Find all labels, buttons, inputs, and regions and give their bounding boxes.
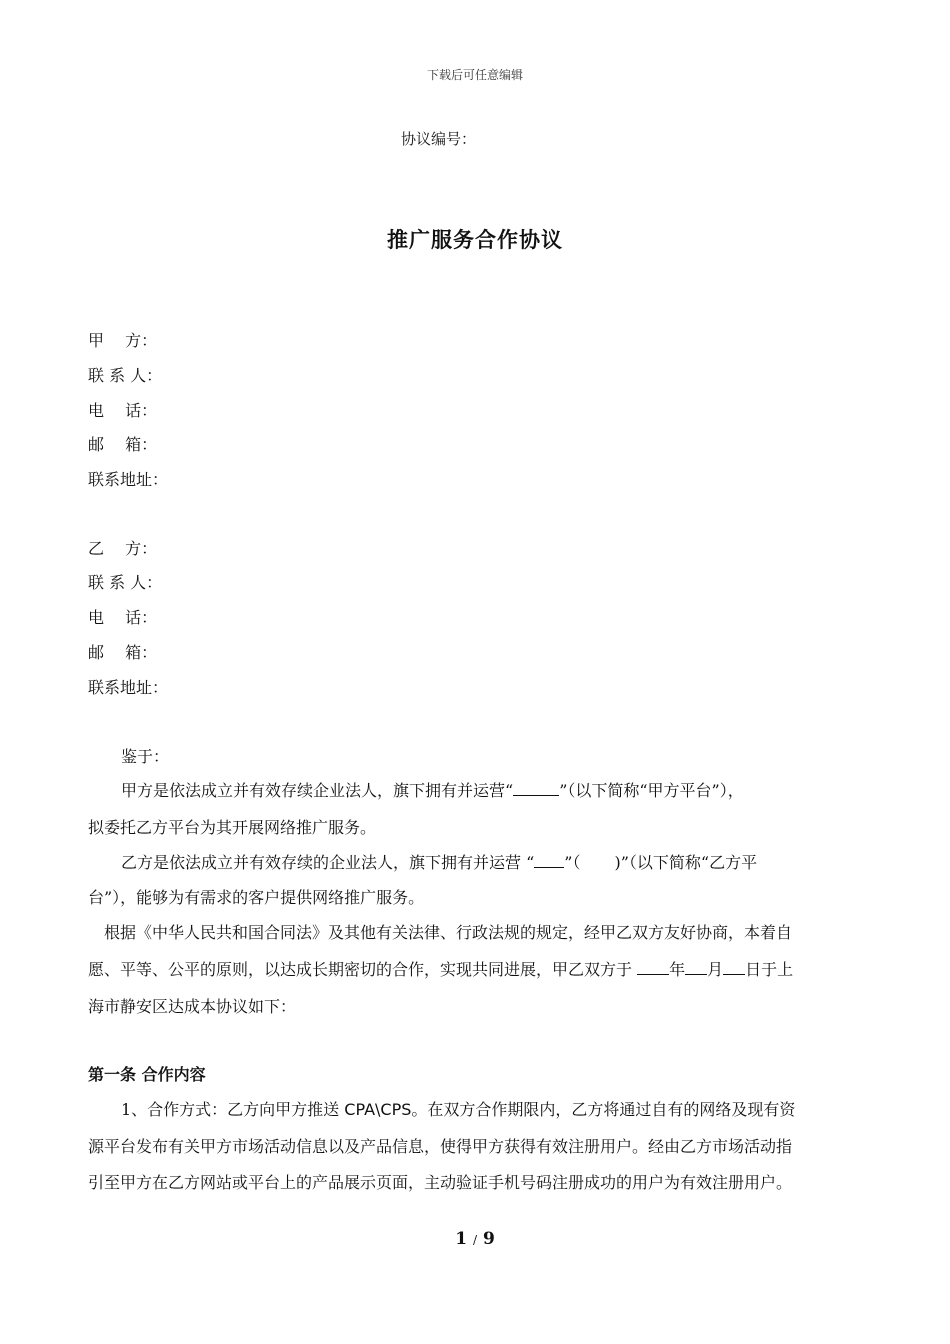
whereas-p2-line1	[121, 850, 757, 873]
article1-line1-b: 。在双方合作期限内，乙方将通过自有的网络及现有资	[411, 1100, 796, 1119]
whereas-p1-text-b: ”（以下简称“甲方平台”），	[559, 781, 744, 800]
whereas-label: 鉴于：	[121, 747, 170, 766]
page-header: 下载后可任意编辑	[426, 68, 523, 82]
whereas-p2-line2: 台”），能够为有需求的客户提供网络推广服务。	[88, 888, 425, 907]
party-b-label: 乙 方：	[88, 539, 158, 558]
party-b-email-label: 邮 箱：	[88, 643, 158, 662]
whereas-p3-line3: 海市静安区达成本协议如下：	[88, 997, 297, 1016]
article1-line3: 引至甲方在乙方网站或平台上的产品展示页面，主动验证手机号码注册成功的用户为有效注册用户。	[88, 1173, 793, 1192]
whereas-p2-text-c: )”（以下简称“乙方平	[614, 853, 758, 872]
whereas-p1-text-a: 甲方是依法成立并有效存续企业法人，旗下拥有并运营“	[121, 781, 514, 800]
blank-day[interactable]	[723, 960, 745, 975]
whereas-p2-text-a: 乙方是依法成立并有效存续的企业法人，旗下拥有并运营 “	[121, 853, 535, 872]
whereas-p3-text-a: 愿、平等、公平的原则，以达成长期密切的合作，实现共同进展，甲乙双方于	[88, 960, 633, 979]
party-a-phone-label: 电 话：	[88, 401, 158, 420]
agreement-number-label: 协议编号：	[401, 130, 477, 148]
party-a-label: 甲 方：	[88, 331, 158, 350]
party-b-contact-label: 联 系 人：	[88, 573, 163, 592]
party-b-address-label: 联系地址：	[88, 678, 169, 697]
page-separator: /	[472, 1233, 478, 1247]
party-a-contact-label: 联 系 人：	[88, 366, 163, 385]
article1-line1-latin: CPA\CPS	[344, 1100, 412, 1119]
blank-year[interactable]	[637, 960, 669, 975]
blank-platform-b[interactable]	[534, 853, 564, 868]
whereas-p1-line2: 拟委托乙方平台为其开展网络推广服务。	[88, 818, 377, 837]
article1-line2: 源平台发布有关甲方市场活动信息以及产品信息，使得甲方获得有效注册用户。经由乙方市场活动指	[88, 1137, 793, 1156]
article1-heading: 第一条 合作内容	[88, 1065, 206, 1084]
day-label: 日于上	[745, 960, 794, 979]
page-current: 1	[455, 1229, 468, 1249]
blank-platform-a[interactable]	[513, 781, 559, 796]
whereas-p3-line2	[88, 957, 793, 980]
blank-month[interactable]	[685, 960, 707, 975]
article1-line1-a: 1、合作方式：乙方向甲方推送	[121, 1100, 345, 1119]
month-label: 月	[707, 960, 724, 979]
party-a-address-label: 联系地址：	[88, 470, 169, 489]
article1-line1	[121, 1097, 795, 1120]
party-a-email-label: 邮 箱：	[88, 435, 158, 454]
page-total: 9	[482, 1229, 495, 1249]
whereas-p3-line1: 根据《中华人民共和国合同法》及其他有关法律、行政法规的规定，经甲乙双方友好协商，本着自	[104, 923, 793, 942]
document-title: 推广服务合作协议	[387, 228, 563, 252]
party-b-phone-label: 电 话：	[88, 608, 158, 627]
page-number	[0, 1229, 950, 1249]
whereas-p2-text-b: ”（	[564, 853, 581, 872]
whereas-p1-line1	[121, 778, 744, 801]
year-label: 年	[669, 960, 686, 979]
